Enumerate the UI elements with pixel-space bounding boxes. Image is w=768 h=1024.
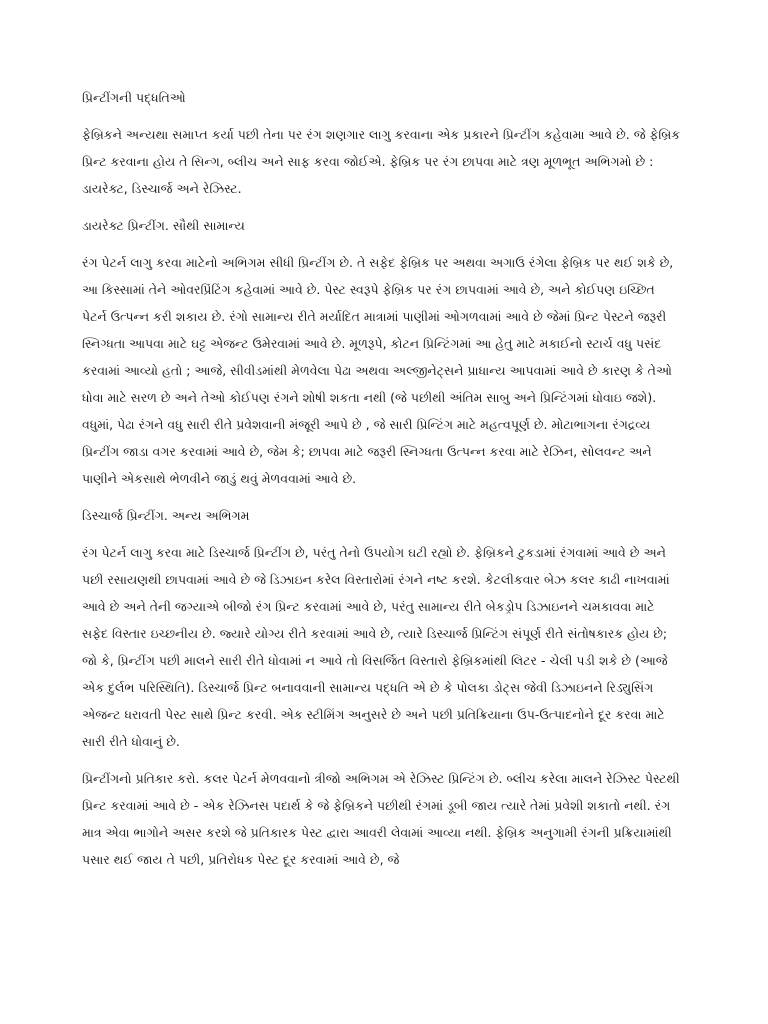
direct-printing-paragraph: રંગ પેટર્ન લાગુ કરવા માટેનો અભિગમ સીધી પ્રિન્ટીંગ છે. તે સફેદ ફેબ્રિક પર અથવા અગાઉ રંગેલા ફેબ્રિક પર થઈ શકે છે, આ કિસ્સામાં તેને ઓવરપ્રિંટિંગ કહેવામાં આવે છે. પેસ્ટ સ્વરૂપે ફેબ્રિક પર રંગ છાપવામાં આવે છે, અને કોઈપણ ઇચ્છિત પેટર્ન ઉત્પન્ન કરી શકાય છે. રંગો સામાન્ય રીતે મર્યાદિત માત્રામાં પાણીમાં ઓગળવામાં આવે છે જેમાં પ્રિન્ટ પેસ્ટને જરૂરી સ્નિગ્ધતા આપવા માટે ઘટ્ટ એજન્ટ ઉમેરવામાં આવે છે. મૂળરૂપે, કોટન પ્રિન્ટિંગમાં આ હેતુ માટે મકાઈનો સ્ટાર્ચ વધુ પસંદ કરવામાં આવ્યો હતો ; આજે, સીવીડમાંથી મેળવેલા પેઢા અથવા અલ્જીનેટ્સને પ્રાધાન્ય આપવામાં આવે છે કારણ કે તેઓ ધોવા માટે સરળ છે અને તેઓ કોઈપણ રંગને શોષી શકતા નથી (જે પછીથી અંતિમ સાબુ અને પ્રિન્ટિંગમાં ધોવાઇ જશે). વધુમાં, પેઢા રંગને વધુ સારી રીતે પ્રવેશવાની મંજૂરી આપે છે , જે સારી પ્રિન્ટિંગ માટે મહત્વપૂર્ણ છે. મોટાભાગના રંગદ્રવ્ય પ્રિન્ટીંગ જાડા વગર કરવામાં આવે છે, જેમ કે; છાપવા માટે જરૂરી સ્નિગ્ધતા ઉત્પન્ન કરવા માટે રેઝિન, સોલવન્ટ અને પાણીને એકસાથે ભેળવીને જાડું થવું મેળવવામાં આવે છે.: [82, 255, 674, 486]
document-body: [82, 84, 682, 883]
intro-paragraph: ફેબ્રિકને અન્યથા સમાપ્ત કર્યા પછી તેના પર રંગ શણગાર લાગુ કરવાના એક પ્રકારને પ્રિન્ટીંગ કહેવામા આવે છે. જે ફેબ્રિક પ્રિન્ટ કરવાના હોય તે સિન્ગ, બ્લીચ અને સાફ કરવા જોઈએ. ફેબ્રિક પર રંગ છાપવા માટે ત્રણ મૂળભૂત અભિગમો છે : ડાયરેક્ટ, ડિસ્ચાર્જ અને રેઝિસ્ટ.: [82, 127, 681, 196]
section-heading-direct-printing: ડાયરેક્ટ પ્રિન્ટીંગ. સૌથી સામાન્ય: [82, 218, 245, 233]
document-title: પ્રિન્ટીંગની પદ્ધતિઓ: [82, 90, 186, 105]
section-heading-discharge-printing: ડિસ્ચાર્જ પ્રિન્ટીંગ. અન્ય અભિગમ: [82, 508, 250, 523]
discharge-printing-paragraph: રંગ પેટર્ન લાગુ કરવા માટે ડિસ્ચાર્જ પ્રિન્ટીંગ છે, પરંતુ તેનો ઉપયોગ ઘટી રહ્યો છે. ફેબ્રિકને ટુકડામાં રંગવામાં આવે છે અને પછી રસાયણથી છાપવામાં આવે છે જે ડિઝાઇન કરેલ વિસ્તારોમાં રંગને નષ્ટ કરશે. કેટલીકવાર બેઝ કલર કાઢી નાખવામાં આવે છે અને તેની જગ્યાએ બીજો રંગ પ્રિન્ટ કરવામાં આવે છે, પરંતુ સામાન્ય રીતે બેકડ્રોપ ડિઝાઇનને ચમકાવવા માટે સફેદ વિસ્તાર ઇચ્છનીય છે. જ્યારે યોગ્ય રીતે કરવામાં આવે છે, ત્યારે ડિસ્ચાર્જ પ્રિન્ટિંગ સંપૂર્ણ રીતે સંતોષકારક હોય છે; જો કે, પ્રિન્ટીંગ પછી માલને સારી રીતે ધોવામાં ન આવે તો વિસર્જિત વિસ્તારો ફેબ્રિકમાંથી લિટર - ચેલી પડી શકે છે (આજે એક દુર્લભ પરિસ્થિતિ). ડિસ્ચાર્જ પ્રિન્ટ બનાવવાની સામાન્ય પદ્ધતિ એ છે કે પોલકા ડોટ્સ જેવી ડિઝાઇનને રિડ્યુસિંગ એજન્ટ ધરાવતી પેસ્ટ સાથે પ્રિન્ટ કરવી. એક સ્ટીમિંગ અનુસરે છે અને પછી પ્રતિક્રિયાના ઉપ-ઉત્પાદનોને દૂર કરવા માટે સારી રીતે ધોવાનું છે.: [82, 545, 670, 749]
resist-printing-paragraph: પ્રિન્ટીંગનો પ્રતિકાર કરો. કલર પેટર્ન મેળવવાનો ત્રીજો અભિગમ એ રેઝિસ્ટ પ્રિન્ટિંગ છે. બ્લીચ કરેલા માલને રેઝિસ્ટ પેસ્ટથી પ્રિન્ટ કરવામાં આવે છે - એક રેઝિનસ પદાર્થ કે જે ફેબ્રિકને પછીથી રંગમાં ડૂબી જાય ત્યારે તેમાં પ્રવેશી શકાતો નથી. રંગ માત્ર એવા ભાગોને અસર કરશે જે પ્રતિકારક પેસ્ટ દ્વારા આવરી લેવામાં આવ્યા નથી. ફેબ્રિક અનુગામી રંગની પ્રક્રિયામાંથી પસાર થઈ જાય તે પછી, પ્રતિરોધક પેસ્ટ દૂર કરવામાં આવે છે, જે: [82, 771, 680, 867]
